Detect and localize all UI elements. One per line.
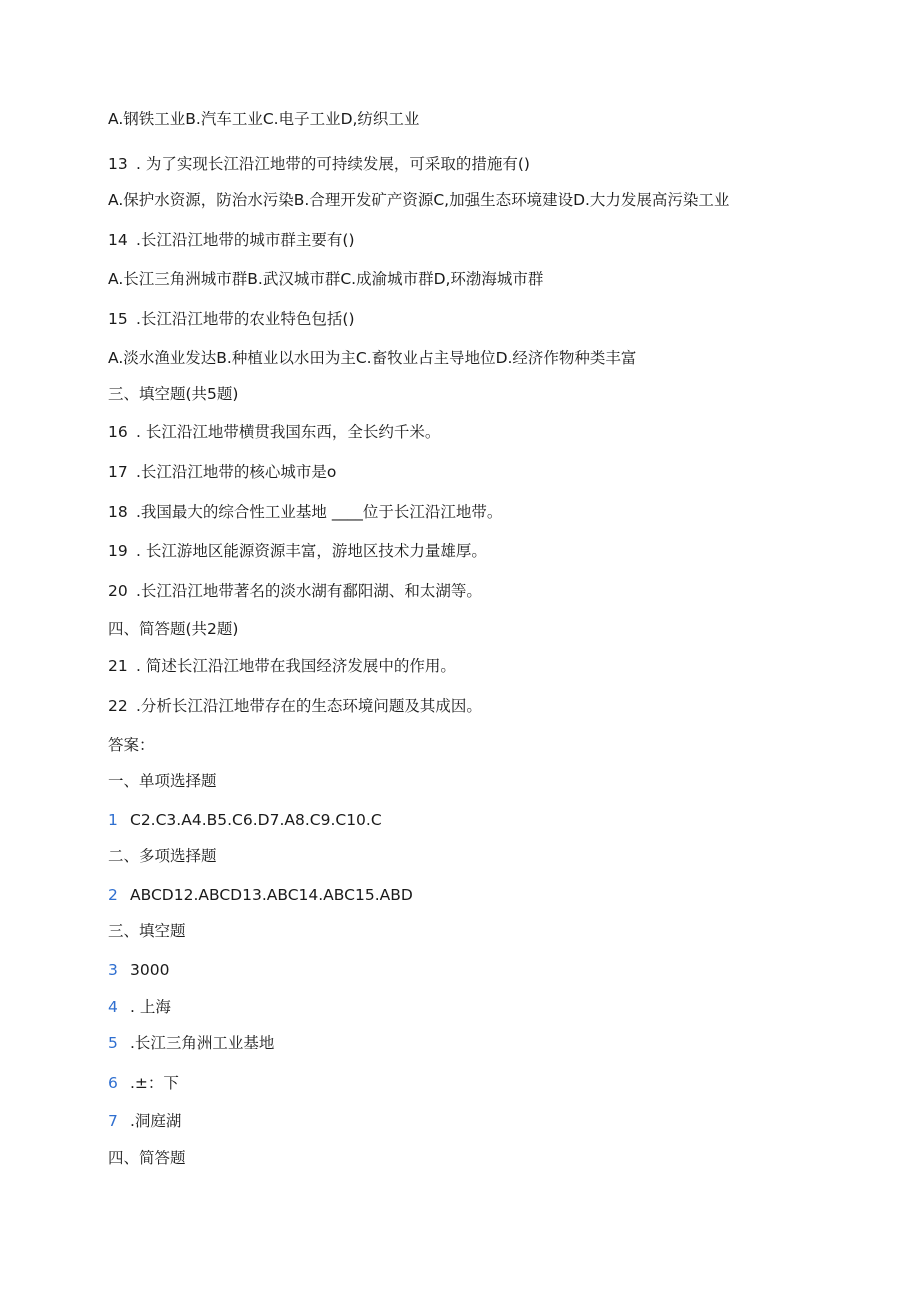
section-heading-fill-blank bbox=[108, 384, 238, 404]
answer-list-item-3 bbox=[108, 960, 169, 980]
answers-section-fill-blank bbox=[108, 921, 186, 941]
question-number: 13 bbox=[108, 155, 128, 173]
question-number: 18 bbox=[108, 503, 128, 521]
option-text: A.钢铁工业B.汽车工业C.电子工业D,纺织工业 bbox=[108, 110, 420, 128]
question-12-options bbox=[108, 109, 419, 129]
answers-section-multiple-choice bbox=[108, 846, 217, 866]
list-number: 4 bbox=[108, 998, 118, 1016]
question-13 bbox=[108, 154, 530, 174]
section-title: 一、单项选择题 bbox=[108, 772, 217, 790]
question-text: . 长江沿江地带横贯我国东西，全长约千米。 bbox=[136, 423, 441, 441]
question-18 bbox=[108, 502, 502, 522]
list-number: 5 bbox=[108, 1034, 118, 1052]
question-text: .长江沿江地带的城市群主要有() bbox=[136, 231, 355, 249]
answers-title: 答案： bbox=[108, 736, 155, 754]
answer-list-item-1 bbox=[108, 810, 382, 830]
list-number: 7 bbox=[108, 1112, 118, 1130]
answer-text: 3000 bbox=[130, 961, 170, 979]
answer-list-item-4 bbox=[108, 997, 171, 1017]
list-number: 3 bbox=[108, 961, 118, 979]
answers-heading bbox=[108, 735, 155, 755]
question-16 bbox=[108, 422, 440, 442]
question-number: 15 bbox=[108, 310, 128, 328]
answers-section-single-choice bbox=[108, 771, 217, 791]
section-title: 四、简答题(共2题) bbox=[108, 620, 239, 638]
answer-list-item-2 bbox=[108, 885, 413, 905]
question-14-options bbox=[108, 269, 543, 289]
question-14 bbox=[108, 230, 355, 250]
answer-text: C2.C3.A4.B5.C6.D7.A8.C9.C10.C bbox=[130, 811, 382, 829]
question-21 bbox=[108, 656, 456, 676]
question-number: 14 bbox=[108, 231, 128, 249]
section-title: 四、简答题 bbox=[108, 1149, 186, 1167]
section-title: 二、多项选择题 bbox=[108, 847, 217, 865]
question-19 bbox=[108, 541, 487, 561]
question-20 bbox=[108, 581, 482, 601]
answer-list-item-6 bbox=[108, 1073, 179, 1093]
option-text: A.保护水资源，防治水污染B.合理开发矿产资源C,加强生态环境建设D.大力发展高污染工业 bbox=[108, 191, 730, 209]
list-number: 1 bbox=[108, 811, 118, 829]
question-text: .我国最大的综合性工业基地 ____位于长江沿江地带。 bbox=[136, 503, 503, 521]
answer-text: .±：下 bbox=[130, 1074, 179, 1092]
option-text: A.淡水渔业发达B.种植业以水田为主C.畜牧业占主导地位D.经济作物种类丰富 bbox=[108, 349, 637, 367]
question-number: 20 bbox=[108, 582, 128, 600]
question-number: 22 bbox=[108, 697, 128, 715]
question-number: 16 bbox=[108, 423, 128, 441]
question-number: 19 bbox=[108, 542, 128, 560]
section-title: 三、填空题 bbox=[108, 922, 186, 940]
question-number: 17 bbox=[108, 463, 128, 481]
answer-text: .洞庭湖 bbox=[130, 1112, 182, 1130]
question-text: .长江沿江地带的核心城市是o bbox=[136, 463, 337, 481]
answer-list-item-7 bbox=[108, 1111, 181, 1131]
answers-section-short-answer bbox=[108, 1148, 186, 1168]
question-text: .长江沿江地带著名的淡水湖有鄱阳湖、和太湖等。 bbox=[136, 582, 482, 600]
answer-text: ABCD12.ABCD13.ABC14.ABC15.ABD bbox=[130, 886, 413, 904]
question-22 bbox=[108, 696, 482, 716]
section-heading-short-answer bbox=[108, 619, 238, 639]
section-title: 三、填空题(共5题) bbox=[108, 385, 239, 403]
answer-list-item-5 bbox=[108, 1033, 274, 1053]
question-text: .分析长江沿江地带存在的生态环境问题及其成因。 bbox=[136, 697, 482, 715]
question-number: 21 bbox=[108, 657, 128, 675]
question-text: .长江沿江地带的农业特色包括() bbox=[136, 310, 355, 328]
question-15 bbox=[108, 309, 355, 329]
question-text: . 简述长江沿江地带在我国经济发展中的作用。 bbox=[136, 657, 456, 675]
question-text: . 为了实现长江沿江地带的可持续发展，可采取的措施有() bbox=[136, 155, 530, 173]
question-text: . 长江游地区能源资源丰富，游地区技术力量雄厚。 bbox=[136, 542, 487, 560]
question-15-options bbox=[108, 348, 636, 368]
answer-text: . 上海 bbox=[130, 998, 171, 1016]
answer-text: .长江三角洲工业基地 bbox=[130, 1034, 275, 1052]
question-13-options bbox=[108, 190, 729, 210]
question-17 bbox=[108, 462, 336, 482]
option-text: A.长江三角洲城市群B.武汉城市群C.成渝城市群D,环渤海城市群 bbox=[108, 270, 544, 288]
list-number: 6 bbox=[108, 1074, 118, 1092]
list-number: 2 bbox=[108, 886, 118, 904]
